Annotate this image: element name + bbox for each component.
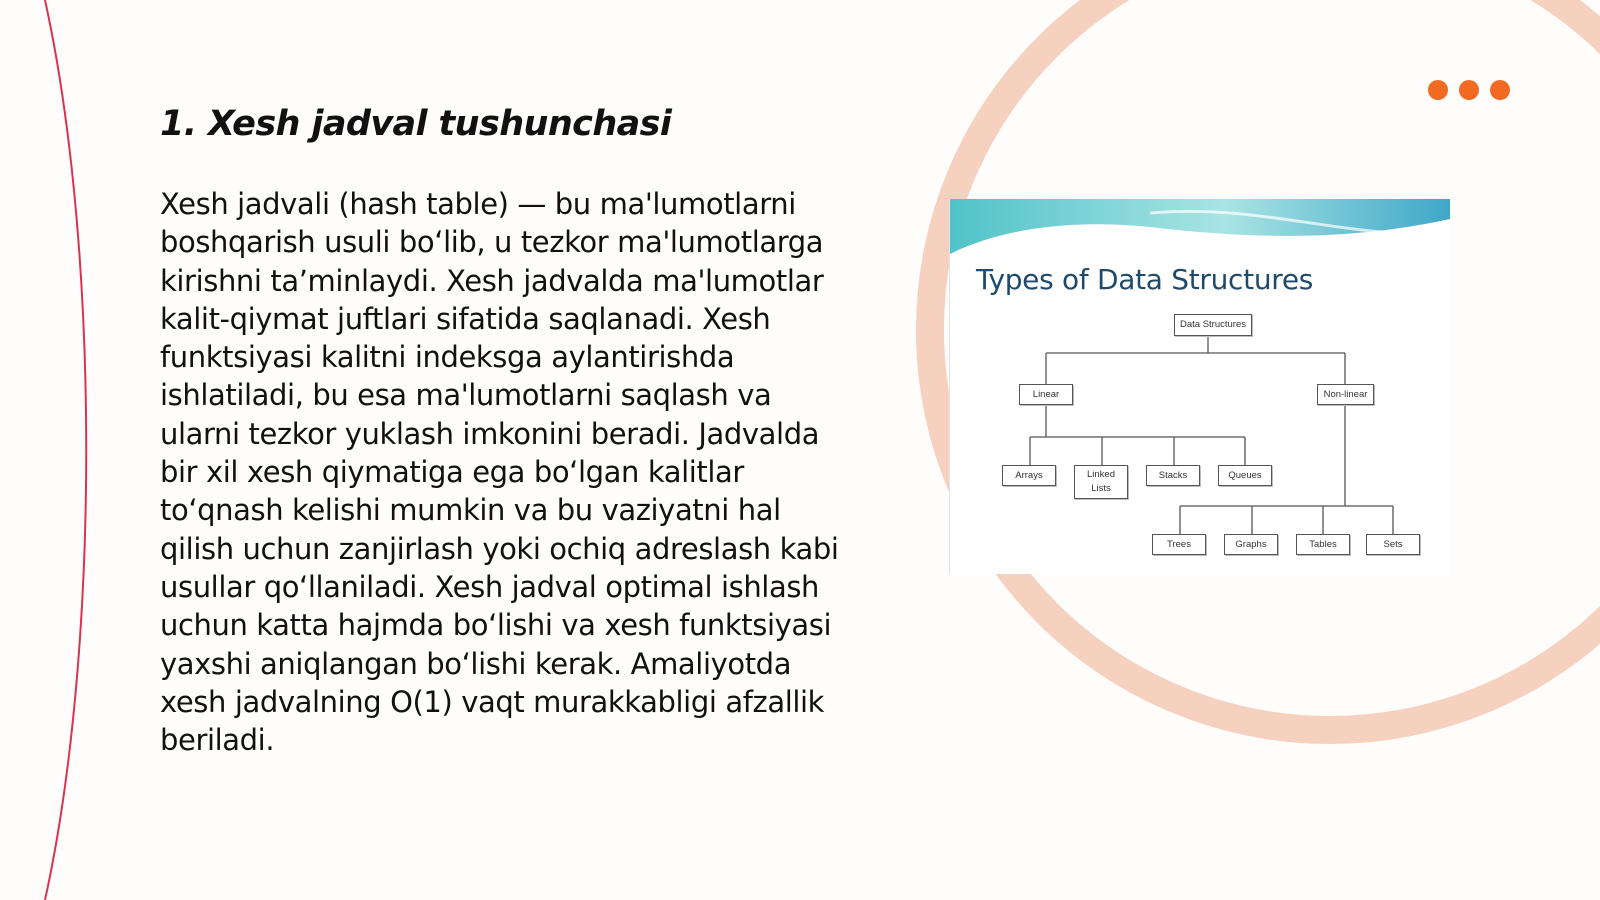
diagram-connectors <box>1030 336 1393 534</box>
left-accent-line <box>45 0 86 900</box>
node-trees: Trees <box>1152 534 1206 555</box>
node-tables: Tables <box>1296 534 1350 555</box>
slide-title: 1. Xesh jadval tushunchasi <box>160 104 672 144</box>
header-wave <box>950 199 1450 254</box>
dot-1 <box>1428 80 1448 100</box>
node-data-structures: Data Structures <box>1174 314 1252 336</box>
node-linear: Linear <box>1019 384 1073 405</box>
diagram-title: Types of Data Structures <box>976 263 1314 296</box>
node-graphs: Graphs <box>1224 534 1278 555</box>
slide-body-text: Xesh jadvali (hash table) — bu ma'lumotlarni boshqarish usuli bo‘lib, u tezkor ma'lumotlarga kirishni ta’minlaydi. Xesh jadvalda ma'lumotlar kalit-qiymat juftlari sifatida saqlanadi. Xesh funktsiyasi kalitni indeksga aylantirishda ishlatiladi, bu esa ma'lumotlarni saqlash va ularni tezkor yuklash imkonini beradi. Jadvalda bir xil xesh qiymatiga ega bo‘lgan kalitlar to‘qnash kelishi mumkin va bu vaziyatni hal qilish uchun zanjirlash yoki ochiq adreslash kabi usullar qo‘llaniladi. Xesh jadval optimal ishlash uchun katta hajmda bo‘lishi va xesh funktsiyasi yaxshi aniqlangan bo‘lishi kerak. Amaliyotda xesh jadvalning O(1) vaqt murakkabligi afzallik beriladi. <box>160 187 839 758</box>
node-arrays: Arrays <box>1002 465 1056 486</box>
node-sets: Sets <box>1366 534 1420 555</box>
node-linked-lists: Linked Lists <box>1074 465 1128 499</box>
dot-2 <box>1459 80 1479 100</box>
dot-3 <box>1490 80 1510 100</box>
node-queues: Queues <box>1218 465 1272 486</box>
data-structures-diagram <box>950 199 1450 574</box>
node-non-linear: Non-linear <box>1317 384 1374 405</box>
three-dots-icon <box>1428 80 1510 100</box>
node-stacks: Stacks <box>1146 465 1200 486</box>
